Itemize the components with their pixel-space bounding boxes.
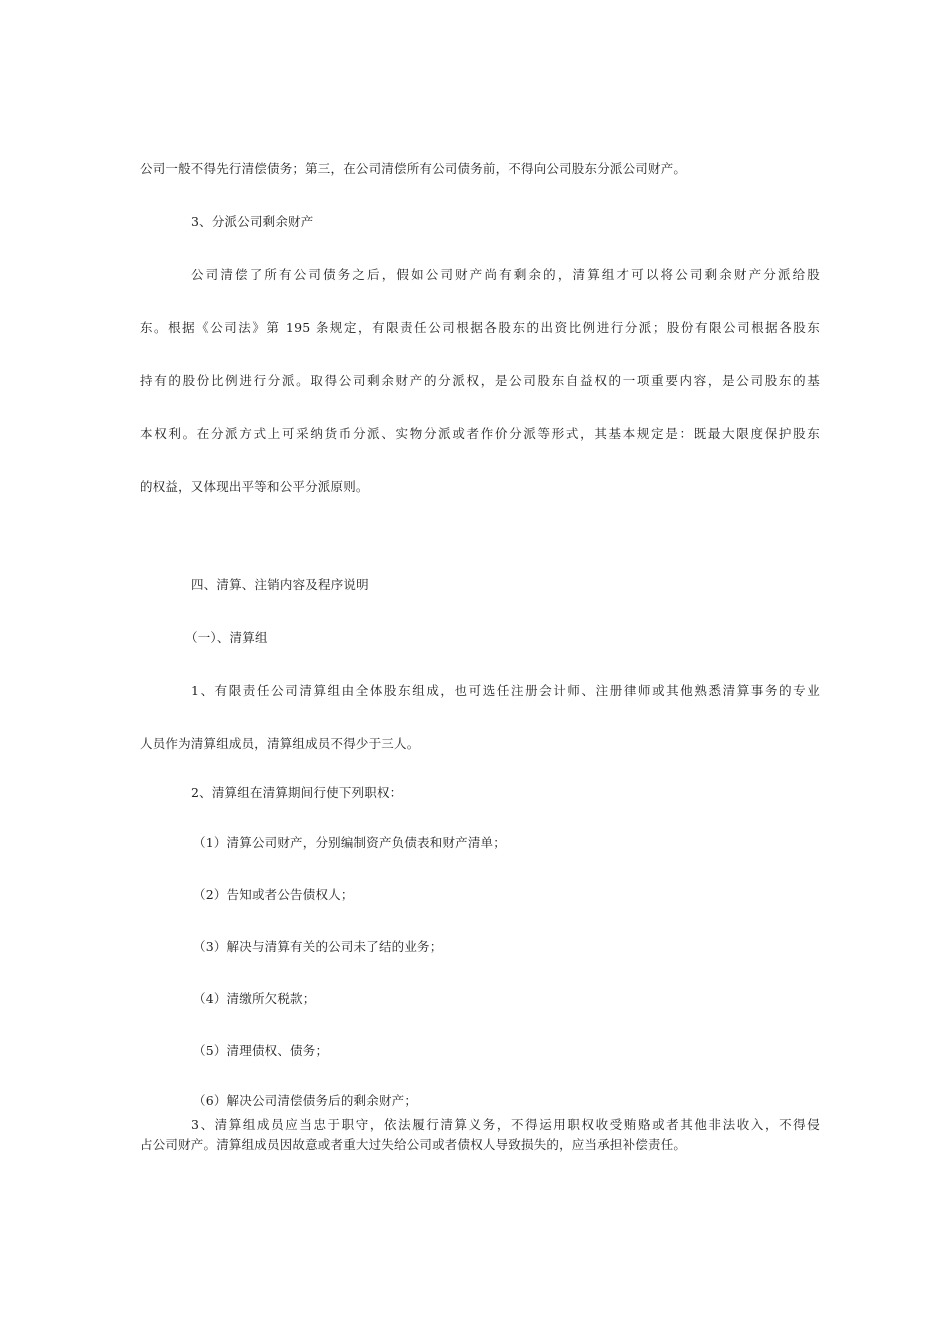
- list-item: （3）解决与清算有关的公司未了结的业务；: [193, 939, 443, 954]
- paragraph-line: 人员作为清算组成员，清算组成员不得少于三人。: [140, 736, 420, 751]
- paragraph-line: 占公司财产。清算组成员因故意或者重大过失给公司或者债权人导致损失的，应当承担补偿责任。: [140, 1137, 687, 1152]
- paragraph-line: 公司清偿了所有公司债务之后，假如公司财产尚有剩余的，清算组才可以将公司剩余财产分派给股: [191, 267, 820, 282]
- list-item: （6）解决公司清偿债务后的剩余财产；: [193, 1093, 418, 1108]
- list-item: （4）清缴所欠税款；: [193, 991, 316, 1006]
- paragraph-line: 持有的股份比例进行分派。取得公司剩余财产的分派权，是公司股东自益权的一项重要内容，是公司股东的基: [140, 373, 820, 388]
- paragraph-line: 3、清算组成员应当忠于职守，依法履行清算义务，不得运用职权收受贿赂或者其他非法收入，不得侵: [191, 1117, 820, 1132]
- paragraph-line: 1、有限责任公司清算组由全体股东组成，也可选任注册会计师、注册律师或其他熟悉清算事务的专业: [191, 683, 820, 698]
- paragraph-line: 本权利。在分派方式上可采纳货币分派、实物分派或者作价分派等形式，其基本规定是：既最大限度保护股东: [140, 426, 820, 441]
- list-item: （2）告知或者公告债权人；: [193, 887, 354, 902]
- list-item: （1）清算公司财产，分别编制资产负债表和财产清单；: [193, 835, 506, 850]
- subsection-heading: （一）、清算组: [185, 630, 268, 645]
- paragraph-line: 的权益，又体现出平等和公平分派原则。: [140, 479, 369, 494]
- list-item: （5）清理债权、债务；: [193, 1043, 329, 1058]
- paragraph-line: 2、清算组在清算期间行使下列职权：: [191, 785, 403, 800]
- chapter-heading: 四、清算、注销内容及程序说明: [191, 577, 369, 592]
- section-heading: 3、分派公司剩余财产: [191, 214, 314, 229]
- paragraph-line: 公司一般不得先行清偿债务；第三，在公司清偿所有公司债务前，不得向公司股东分派公司财产。: [140, 161, 687, 176]
- paragraph-line: 东。根据《公司法》第 195 条规定，有限责任公司根据各股东的出资比例进行分派；股份有限公司根据各股东: [140, 320, 820, 335]
